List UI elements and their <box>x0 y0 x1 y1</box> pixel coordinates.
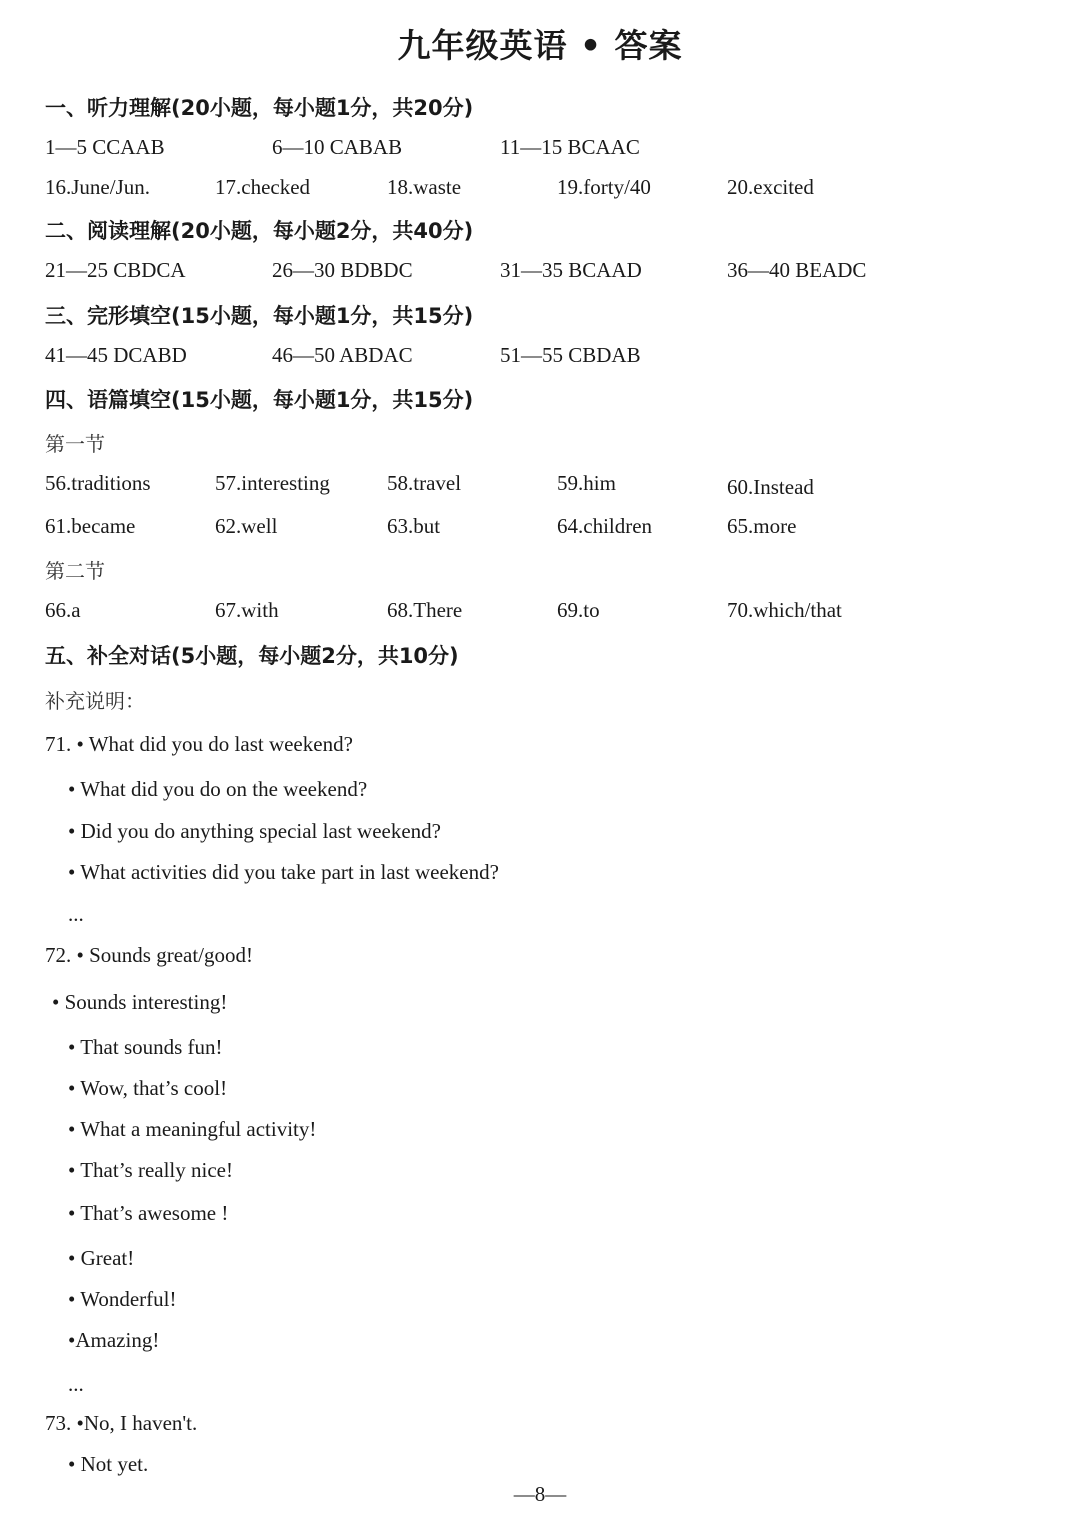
answer-cell: 11—15 BCAAC <box>500 135 640 159</box>
section-heading-dialog: 五、补全对话(5小题，每小题2分，共10分) <box>45 644 459 668</box>
dialog-answer-line: • Sounds interesting! <box>52 990 228 1014</box>
page-title: 九年级英语 • 答案 <box>397 26 683 65</box>
answer-cell: 31—35 BCAAD <box>500 258 642 282</box>
answer-cell: 60.Instead <box>727 475 814 499</box>
dialog-answer-line: • What a meaningful activity! <box>68 1117 317 1141</box>
answer-cell: 26—30 BDBDC <box>272 258 413 282</box>
subsection-part-two: 第二节 <box>45 559 105 583</box>
section-heading-passage: 四、语篇填空(15小题，每小题1分，共15分) <box>45 388 474 412</box>
answer-cell: 20.excited <box>727 175 814 199</box>
section-heading-cloze: 三、完形填空(15小题，每小题1分，共15分) <box>45 304 474 328</box>
answer-cell: 57.interesting <box>215 471 330 495</box>
answer-cell: 18.waste <box>387 175 462 199</box>
dialog-ellipsis: ... <box>68 1372 84 1396</box>
answer-cell: 41—45 DCABD <box>45 343 187 367</box>
answer-cell: 70.which/that <box>727 598 842 622</box>
answer-cell: 21—25 CBDCA <box>45 258 186 282</box>
answer-cell: 56.traditions <box>45 471 151 495</box>
answer-cell: 1—5 CCAAB <box>45 135 165 159</box>
dialog-answer-line: • Great! <box>68 1246 135 1270</box>
section-heading-reading: 二、阅读理解(20小题，每小题2分，共40分) <box>45 219 474 243</box>
dialog-answer-line: • That’s really nice! <box>68 1158 233 1182</box>
dialog-answer-line: • What activities did you take part in last weekend? <box>68 860 499 884</box>
section-heading-listening: 一、听力理解(20小题，每小题1分，共20分) <box>45 96 474 120</box>
answer-cell: 58.travel <box>387 471 462 495</box>
answer-cell: 36—40 BEADC <box>727 258 867 282</box>
answer-cell: 67.with <box>215 598 279 622</box>
dialog-answer-line: • What did you do on the weekend? <box>68 777 368 801</box>
dialog-answer-line: • Wow, that’s cool! <box>68 1076 228 1100</box>
dialog-answer-line: 72. • Sounds great/good! <box>45 943 254 967</box>
answer-cell: 6—10 CABAB <box>272 135 403 159</box>
answer-cell: 65.more <box>727 514 797 538</box>
answer-cell: 63.but <box>387 514 441 538</box>
answer-cell: 59.him <box>557 471 616 495</box>
dialog-answer-line: • Not yet. <box>68 1452 149 1476</box>
supplementary-note-label: 补充说明： <box>45 689 145 713</box>
answer-cell: 62.well <box>215 514 278 538</box>
dialog-answer-line: • That’s awesome ! <box>68 1201 229 1225</box>
dialog-answer-line: 73. •No, I haven't. <box>45 1411 198 1435</box>
answer-cell: 66.a <box>45 598 81 622</box>
answer-cell: 51—55 CBDAB <box>500 343 641 367</box>
answer-cell: 46—50 ABDAC <box>272 343 413 367</box>
answer-cell: 64.children <box>557 514 653 538</box>
dialog-answer-line: • Wonderful! <box>68 1287 177 1311</box>
answer-cell: 68.There <box>387 598 463 622</box>
dialog-answer-line: • That sounds fun! <box>68 1035 223 1059</box>
page-number: —8— <box>513 1482 567 1506</box>
answer-cell: 16.June/Jun. <box>45 175 150 199</box>
answer-cell: 61.became <box>45 514 136 538</box>
subsection-part-one: 第一节 <box>45 432 105 456</box>
answer-cell: 69.to <box>557 598 600 622</box>
answer-cell: 19.forty/40 <box>557 175 651 199</box>
dialog-answer-line: •Amazing! <box>68 1328 160 1352</box>
dialog-answer-line: • Did you do anything special last weekend? <box>68 819 442 843</box>
answer-cell: 17.checked <box>215 175 311 199</box>
dialog-answer-line: 71. • What did you do last weekend? <box>45 732 353 756</box>
dialog-ellipsis: ... <box>68 902 84 926</box>
